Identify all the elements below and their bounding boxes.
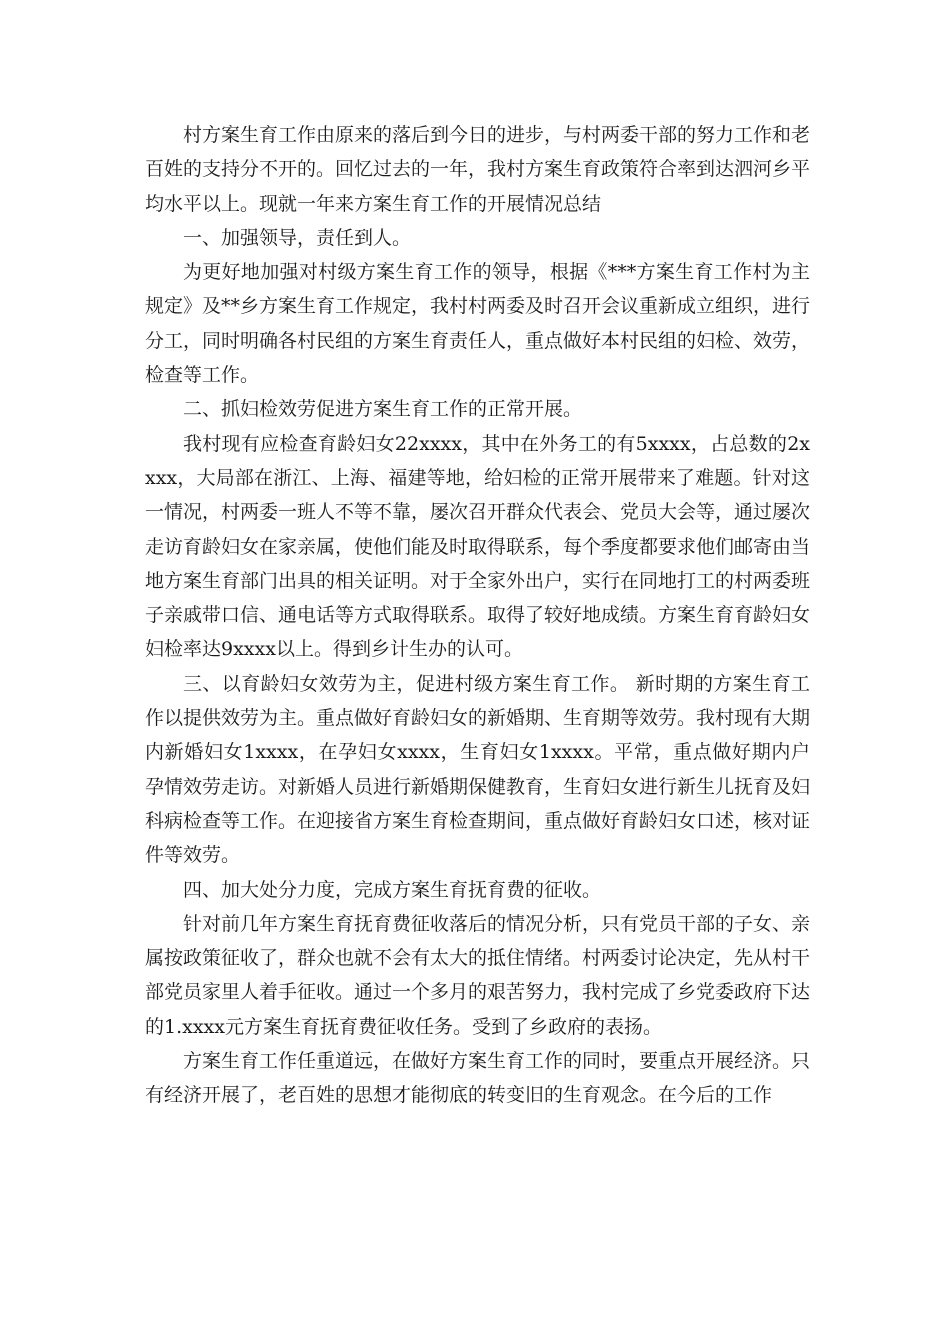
paragraph-section-1: 为更好地加强对村级方案生育工作的领导，根据《***方案生育工作村为主规定》及**乡方案生育工作规定，我村村两委及时召开会议重新成立组织，进行分工，同时明确各村民组的方案生育责任人，重点做好本村民组的妇检、效劳，检查等工作。 xyxy=(145,261,811,387)
section-heading-1: 一、加强领导，责任到人。 xyxy=(183,226,412,249)
paragraph-section-3: 三、以育龄妇女效劳为主，促进村级方案生育工作。 新时期的方案生育工作以提供效劳为主。重点做好育龄妇女的新婚期、生育期等效劳。我村现有大期内新婚妇女1xxxx，在孕妇女xxxx，生育妇女1xxxx。平常，重点做好期内户孕情效劳走访。对新婚人员进行新婚期保健教育，生育妇女进行新生儿抚育及妇科病检查等工作。在迎接省方案生育检查期间，重点做好育龄妇女口述，核对证件等效劳。 xyxy=(145,672,811,867)
paragraph-section-4: 针对前几年方案生育抚育费征收落后的情况分析，只有党员干部的子女、亲属按政策征收了，群众也就不会有太大的抵住情绪。村两委讨论决定，先从村干部党员家里人着手征收。通过一个多月的艰苦努力，我村完成了乡党委政府下达的1.xxxx元方案生育抚育费征收任务。受到了乡政府的表扬。 xyxy=(145,912,811,1038)
paragraph-closing: 方案生育工作任重道远，在做好方案生育工作的同时，要重点开展经济。只有经济开展了，老百姓的思想才能彻底的转变旧的生育观念。在今后的工作 xyxy=(145,1050,811,1107)
paragraph-section-2: 我村现有应检查育龄妇女22xxxx，其中在外务工的有5xxxx，占总数的2xxxx，大局部在浙江、上海、福建等地，给妇检的正常开展带来了难题。针对这一情况，村两委一班人不等不靠，屡次召开群众代表会、党员大会等，通过屡次走访育龄妇女在家亲属，使他们能及时取得联系，每个季度都要求他们邮寄由当地方案生育部门出具的相关证明。对于全家外出户，实行在同地打工的村两委班子亲戚带口信、通电话等方式取得联系。取得了较好地成绩。方案生育育龄妇女妇检率达9xxxx以上。得到乡计生办的认可。 xyxy=(145,432,811,661)
section-heading-2: 二、抓妇检效劳促进方案生育工作的正常开展。 xyxy=(183,398,583,421)
document-body xyxy=(145,118,810,1113)
section-heading-4: 四、加大处分力度，完成方案生育抚育费的征收。 xyxy=(183,878,602,901)
paragraph-intro: 村方案生育工作由原来的落后到今日的进步，与村两委干部的努力工作和老百姓的支持分不开的。回忆过去的一年，我村方案生育政策符合率到达泗河乡平均水平以上。现就一年来方案生育工作的开展情况总结 xyxy=(145,124,811,215)
